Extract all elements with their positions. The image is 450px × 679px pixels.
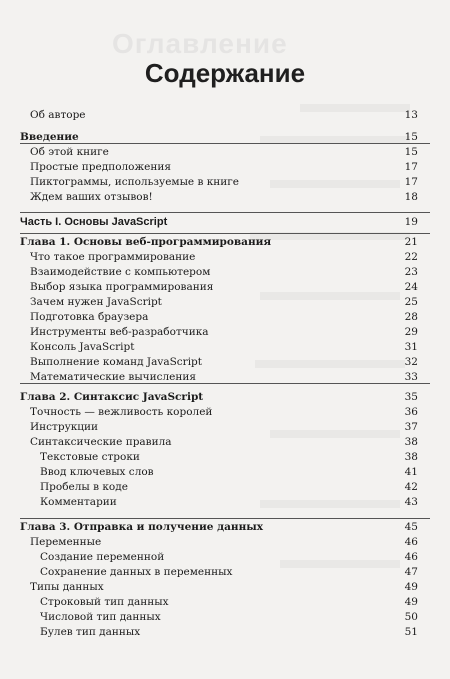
toc-entry-label: Инструкции [30,421,99,433]
toc-entry-page: 37 [404,421,418,433]
toc-entry-page: 38 [404,451,418,463]
toc-entry-page: 15 [404,146,418,158]
toc-entry[interactable] [0,495,450,510]
toc-entry-page: 51 [404,626,418,638]
toc-entry-label: Комментарии [40,496,117,508]
toc-entry-page: 17 [404,176,418,188]
toc-entry-label: Точность — вежливость королей [30,406,213,418]
toc-entry-label: Пробелы в коде [40,481,128,493]
toc-entry-page: 13 [404,109,418,121]
toc-entry[interactable] [0,340,450,355]
toc-entry-page: 36 [404,406,418,418]
toc-entry-label: Инструменты веб-разработчика [30,326,209,338]
toc-entry-page: 18 [404,191,418,203]
toc-entry[interactable] [0,420,450,435]
toc-entry-label: Текстовые строки [40,451,140,463]
toc-entry-label: Переменные [30,536,102,548]
toc-entry-label: Сохранение данных в переменных [40,566,233,578]
toc-entry[interactable] [0,295,450,310]
toc-entry-label: Типы данных [30,581,104,593]
toc-entry-label: Математические вычисления [30,371,197,383]
toc-entry[interactable] [0,190,450,205]
toc-entry-label: Об этой книге [30,146,109,158]
toc-entry-label: Глава 1. Основы веб-программирования [20,236,272,248]
section-divider [20,212,430,213]
toc-entry-label: Зачем нужен JavaScript [30,296,162,308]
toc-entry-page: 21 [404,236,418,248]
toc-entry-page: 23 [404,266,418,278]
toc-entry-page: 46 [404,536,418,548]
toc-entry[interactable] [0,565,450,580]
toc-entry-label: Строковый тип данных [40,596,169,608]
toc-entry-page: 35 [404,391,418,403]
toc-entry[interactable] [0,595,450,610]
toc-entry-page: 17 [404,161,418,173]
toc-entry-label: Выбор языка программирования [30,281,214,293]
toc-entry[interactable] [0,405,450,420]
toc-entry[interactable] [0,280,450,295]
toc-entry-page: 28 [404,311,418,323]
toc-entry-page: 49 [404,596,418,608]
toc-entry[interactable] [0,535,450,550]
toc-entry-page: 33 [404,371,418,383]
toc-entry-label: Простые предположения [30,161,172,173]
toc-entry[interactable] [0,435,450,450]
toc-entry[interactable] [0,390,450,405]
toc-entry-page: 19 [404,216,418,228]
toc-entry-page: 46 [404,551,418,563]
toc-entry[interactable] [0,235,450,250]
toc-entry-page: 24 [404,281,418,293]
toc-entry-page: 31 [404,341,418,353]
toc-entry[interactable] [0,265,450,280]
toc-entry-label: Глава 2. Синтаксис JavaScript [20,391,204,403]
toc-entry-label: Числовой тип данных [40,611,161,623]
toc-entry-label: Пиктограммы, используемые в книге [30,176,240,188]
section-divider [20,518,430,519]
toc-entry[interactable] [0,480,450,495]
toc-entry-label: Глава 3. Отправка и получение данных [20,521,264,533]
page-title: Содержание [144,58,306,88]
toc-entry[interactable] [0,355,450,370]
toc-entry-label: Булев тип данных [40,626,141,638]
toc-entry-page: 29 [404,326,418,338]
toc-entry-page: 22 [404,251,418,263]
toc-entry[interactable] [0,215,450,230]
toc-entry[interactable] [0,325,450,340]
section-divider [20,143,430,144]
section-divider [20,233,430,234]
toc-entry-label: Синтаксические правила [30,436,172,448]
toc-entry-label: Подготовка браузера [30,311,149,323]
toc-entry-label: Часть I. Основы JavaScript [20,216,168,228]
toc-entry[interactable] [0,108,450,123]
toc-entry[interactable] [0,610,450,625]
toc-entry-page: 42 [404,481,418,493]
toc-entry[interactable] [0,175,450,190]
toc-entry-page: 38 [404,436,418,448]
toc-entry[interactable] [0,250,450,265]
toc-entry-page: 41 [404,466,418,478]
toc-entry-label: Ждем ваших отзывов! [30,191,153,203]
toc-entry-label: Ввод ключевых слов [40,466,154,478]
toc-entry[interactable] [0,625,450,640]
toc-entry[interactable] [0,160,450,175]
toc-entry[interactable] [0,145,450,160]
toc-entry-label: Создание переменной [40,551,165,563]
bleed-through-title: Оглавление [112,28,288,59]
toc-entry-label: Консоль JavaScript [30,341,135,353]
toc-entry-label: Выполнение команд JavaScript [30,356,202,368]
toc-entry-page: 43 [404,496,418,508]
toc-entry-label: Об авторе [30,109,86,121]
section-divider [20,383,430,384]
toc-entry[interactable] [0,310,450,325]
toc-entry[interactable] [0,465,450,480]
toc-entry-label: Взаимодействие с компьютером [30,266,211,278]
toc-entry[interactable] [0,450,450,465]
toc-entry[interactable] [0,580,450,595]
toc-entry[interactable] [0,550,450,565]
toc-entry-label: Введение [20,131,79,143]
toc-entry-page: 45 [404,521,418,533]
toc-entry-page: 47 [404,566,418,578]
toc-entry-page: 50 [404,611,418,623]
toc-entry-page: 25 [404,296,418,308]
toc-entry-page: 49 [404,581,418,593]
toc-entry-page: 15 [404,131,418,143]
toc-entry-page: 32 [404,356,418,368]
toc-entry[interactable] [0,520,450,535]
toc-entry-label: Что такое программирование [30,251,196,263]
